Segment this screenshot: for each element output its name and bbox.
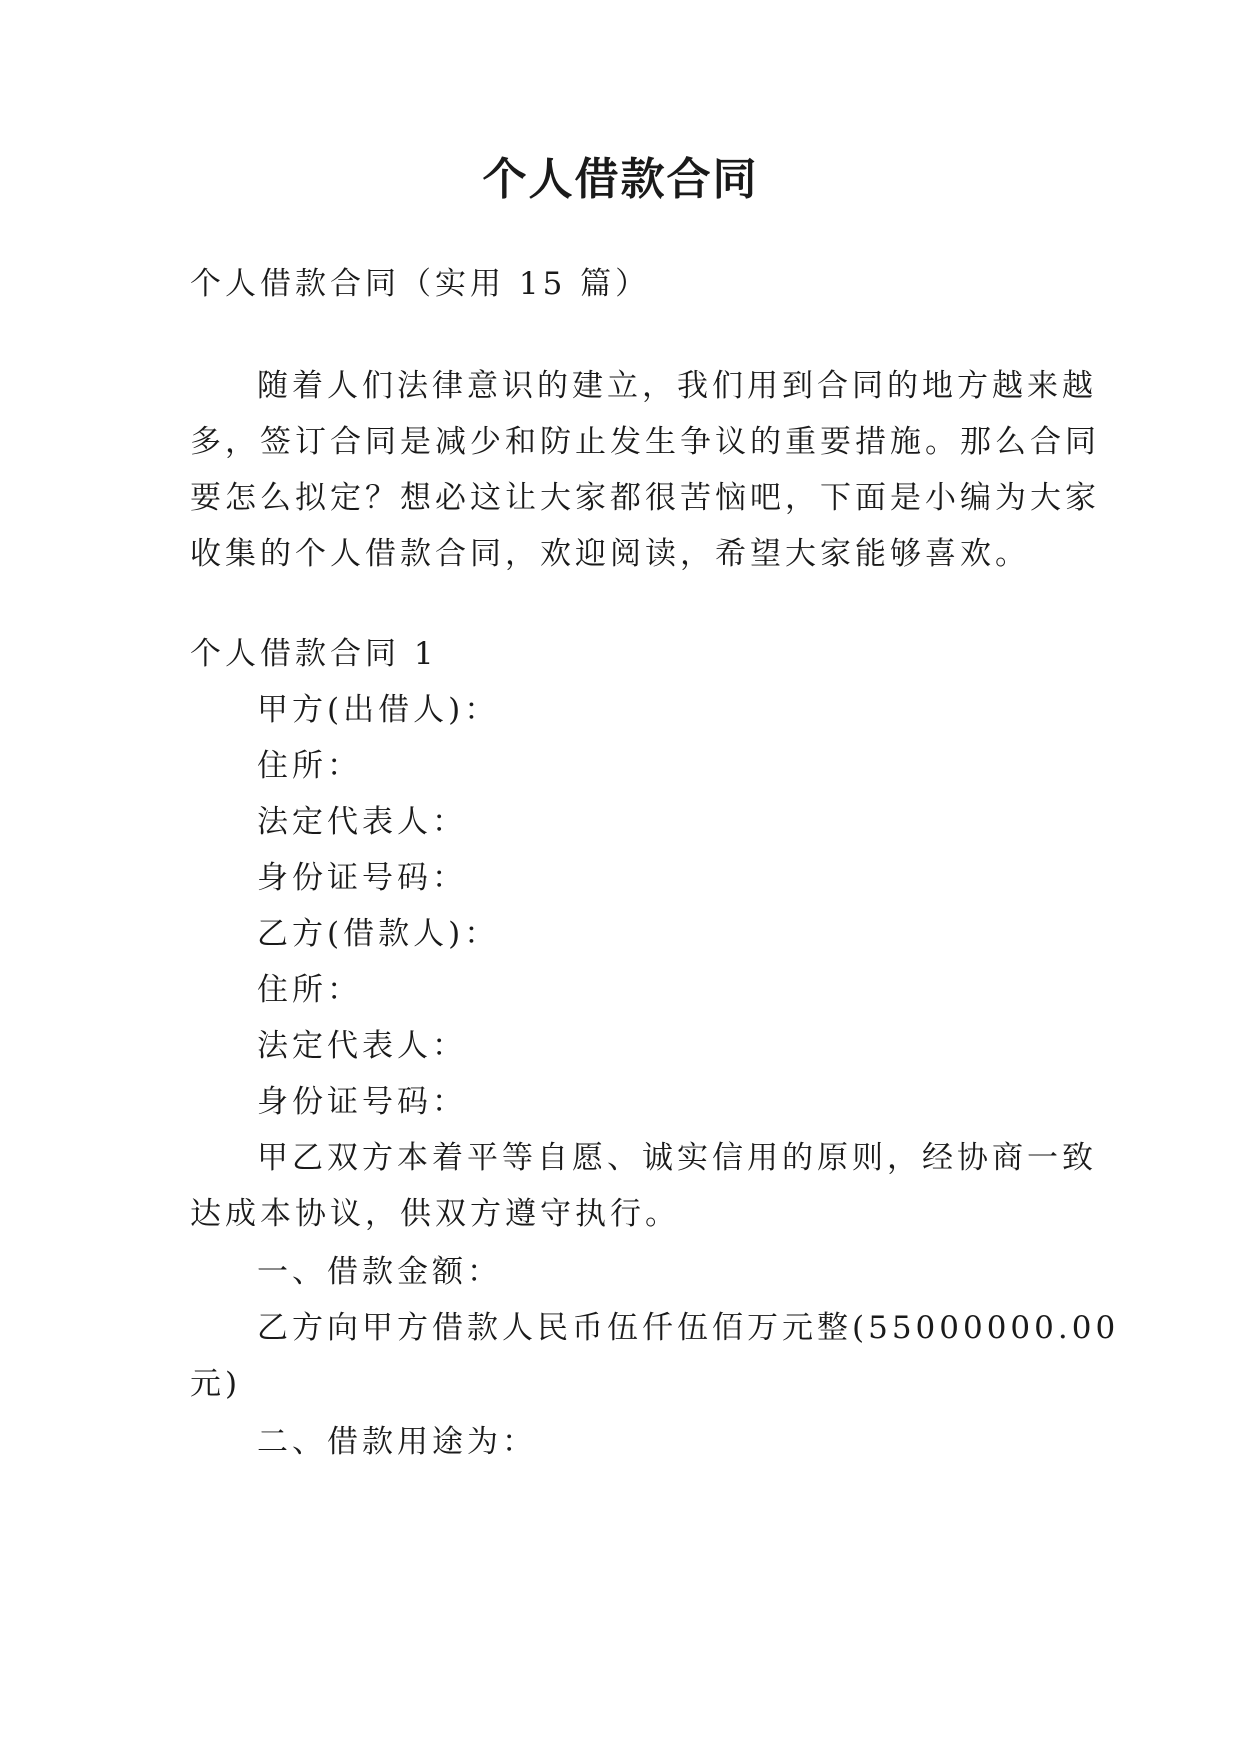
party-b-address: 住所： — [257, 972, 362, 1008]
clause1-line-1: 乙方向甲方借款人民币伍仟伍佰万元整(55000000.00 — [257, 1310, 1120, 1346]
intro-line-2: 多，签订合同是减少和防止发生争议的重要措施。那么合同 — [190, 424, 1100, 460]
document-title: 个人借款合同 — [482, 154, 759, 205]
intro-line-1: 随着人们法律意识的建立，我们用到合同的地方越来越 — [257, 368, 1097, 404]
clause1-line-2: 元) — [190, 1366, 242, 1402]
party-a-address: 住所： — [257, 748, 362, 784]
intro-line-3: 要怎么拟定？想必这让大家都很苦恼吧，下面是小编为大家 — [190, 480, 1100, 516]
document-subtitle: 个人借款合同（实用 15 篇） — [190, 266, 651, 302]
party-a-id-number: 身份证号码： — [257, 860, 467, 896]
party-b-label: 乙方(借款人)： — [257, 916, 500, 952]
party-a-label: 甲方(出借人)： — [257, 692, 500, 728]
clause2-heading: 二、借款用途为： — [257, 1424, 537, 1460]
clause1-heading: 一、借款金额： — [257, 1254, 502, 1290]
intro-line-4: 收集的个人借款合同，欢迎阅读，希望大家能够喜欢。 — [190, 536, 1030, 572]
section-heading: 个人借款合同 1 — [190, 636, 438, 672]
party-b-legal-rep: 法定代表人： — [257, 1028, 467, 1064]
party-b-id-number: 身份证号码： — [257, 1084, 467, 1120]
agreement-line-2: 达成本协议，供双方遵守执行。 — [190, 1196, 680, 1232]
party-a-legal-rep: 法定代表人： — [257, 804, 467, 840]
agreement-line-1: 甲乙双方本着平等自愿、诚实信用的原则，经协商一致 — [257, 1140, 1097, 1176]
